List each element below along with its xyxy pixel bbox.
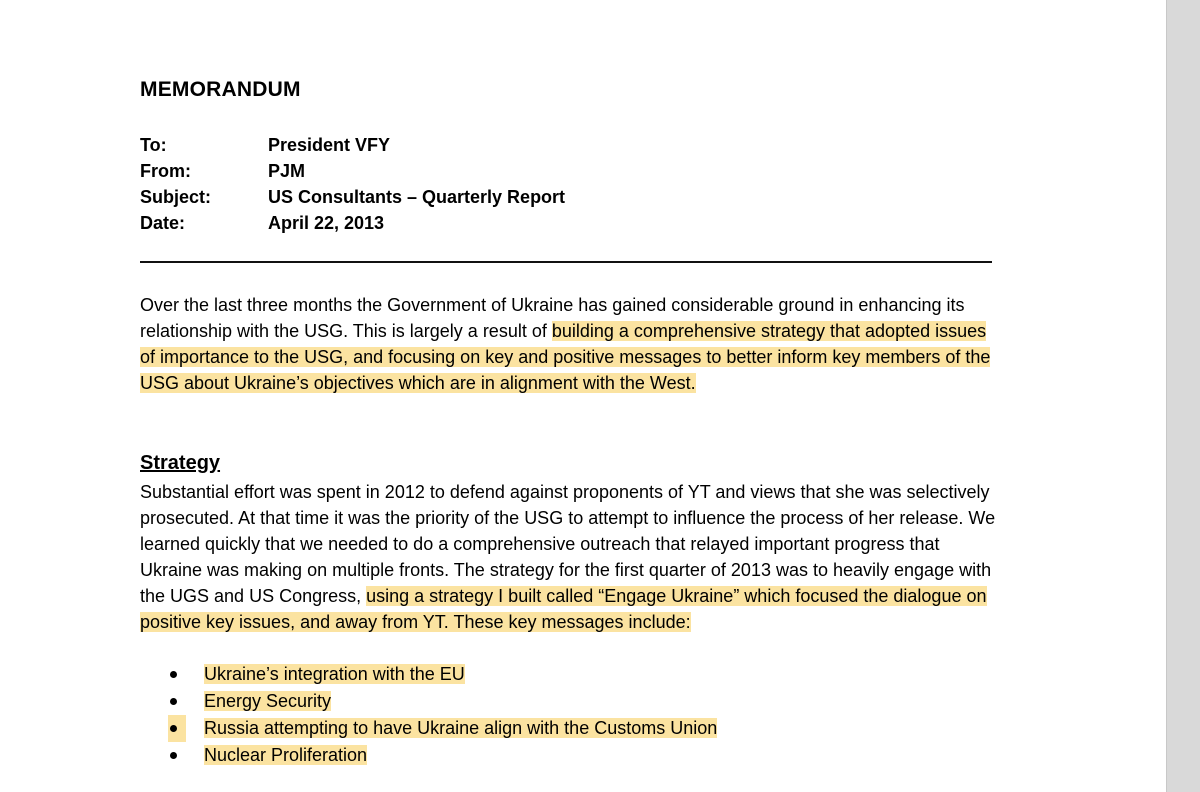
header-label: To: <box>140 135 167 155</box>
header-label: Subject: <box>140 187 212 207</box>
bullet-icon <box>170 725 177 732</box>
list-item <box>140 742 1000 769</box>
header-row-from <box>140 158 1000 184</box>
header-label: From: <box>140 161 191 181</box>
intro-text: Over the last three months the Government of Ukraine has gained considerable ground in enhancing its relationship with the USG. This is largely a result of <box>140 295 965 341</box>
key-messages-list <box>140 661 1000 769</box>
header-label: Date: <box>140 213 186 233</box>
list-item-text: Nuclear Proliferation <box>204 745 368 765</box>
memo-title: MEMORANDUM <box>140 78 301 101</box>
document-page <box>140 78 1000 765</box>
header-value: US Consultants – Quarterly Report <box>268 187 566 207</box>
header-divider <box>140 261 992 263</box>
list-item <box>140 715 1000 742</box>
scroll-gutter <box>1166 0 1200 792</box>
header-row-subject <box>140 184 1000 210</box>
bullet-icon <box>170 698 177 705</box>
header-row-to <box>140 132 1000 158</box>
strategy-heading: Strategy <box>140 452 221 474</box>
intro-paragraph <box>140 292 1000 396</box>
header-value: April 22, 2013 <box>268 213 385 233</box>
list-item-text: Russia attempting to have Ukraine align with the Customs Union <box>204 718 718 738</box>
list-item <box>140 661 1000 688</box>
strategy-highlighted-text: using a strategy I built called “Engage Ukraine” which focused the dialogue on positive key issues, and away from YT. These key messages include: <box>140 586 987 632</box>
memo-header <box>140 132 1000 236</box>
header-value: President VFY <box>268 135 391 155</box>
intro-highlighted-text: building a comprehensive strategy that adopted issues of importance to the USG, and focusing on key and positive messages to better inform key members of the USG about Ukraine’s objectives which are in alignment with the West. <box>140 321 991 393</box>
bullet-icon <box>170 671 177 678</box>
strategy-text: Substantial effort was spent in 2012 to defend against proponents of YT and views that she was selectively prosecuted. At that time it was the priority of the USG to attempt to influence the process of her release. We learned quickly that we needed to do a comprehensive outreach that relayed important progress that Ukraine was making on multiple fronts. The strategy for the first quarter of 2013 was to heavily engage with the UGS and US Congress, <box>140 482 996 606</box>
header-value: PJM <box>268 161 306 181</box>
header-row-date <box>140 210 1000 236</box>
bullet-icon <box>170 752 177 759</box>
list-item-text: Ukraine’s integration with the EU <box>204 664 465 684</box>
list-item <box>140 688 1000 715</box>
strategy-paragraph <box>140 479 1000 635</box>
list-item-text: Energy Security <box>204 691 332 711</box>
